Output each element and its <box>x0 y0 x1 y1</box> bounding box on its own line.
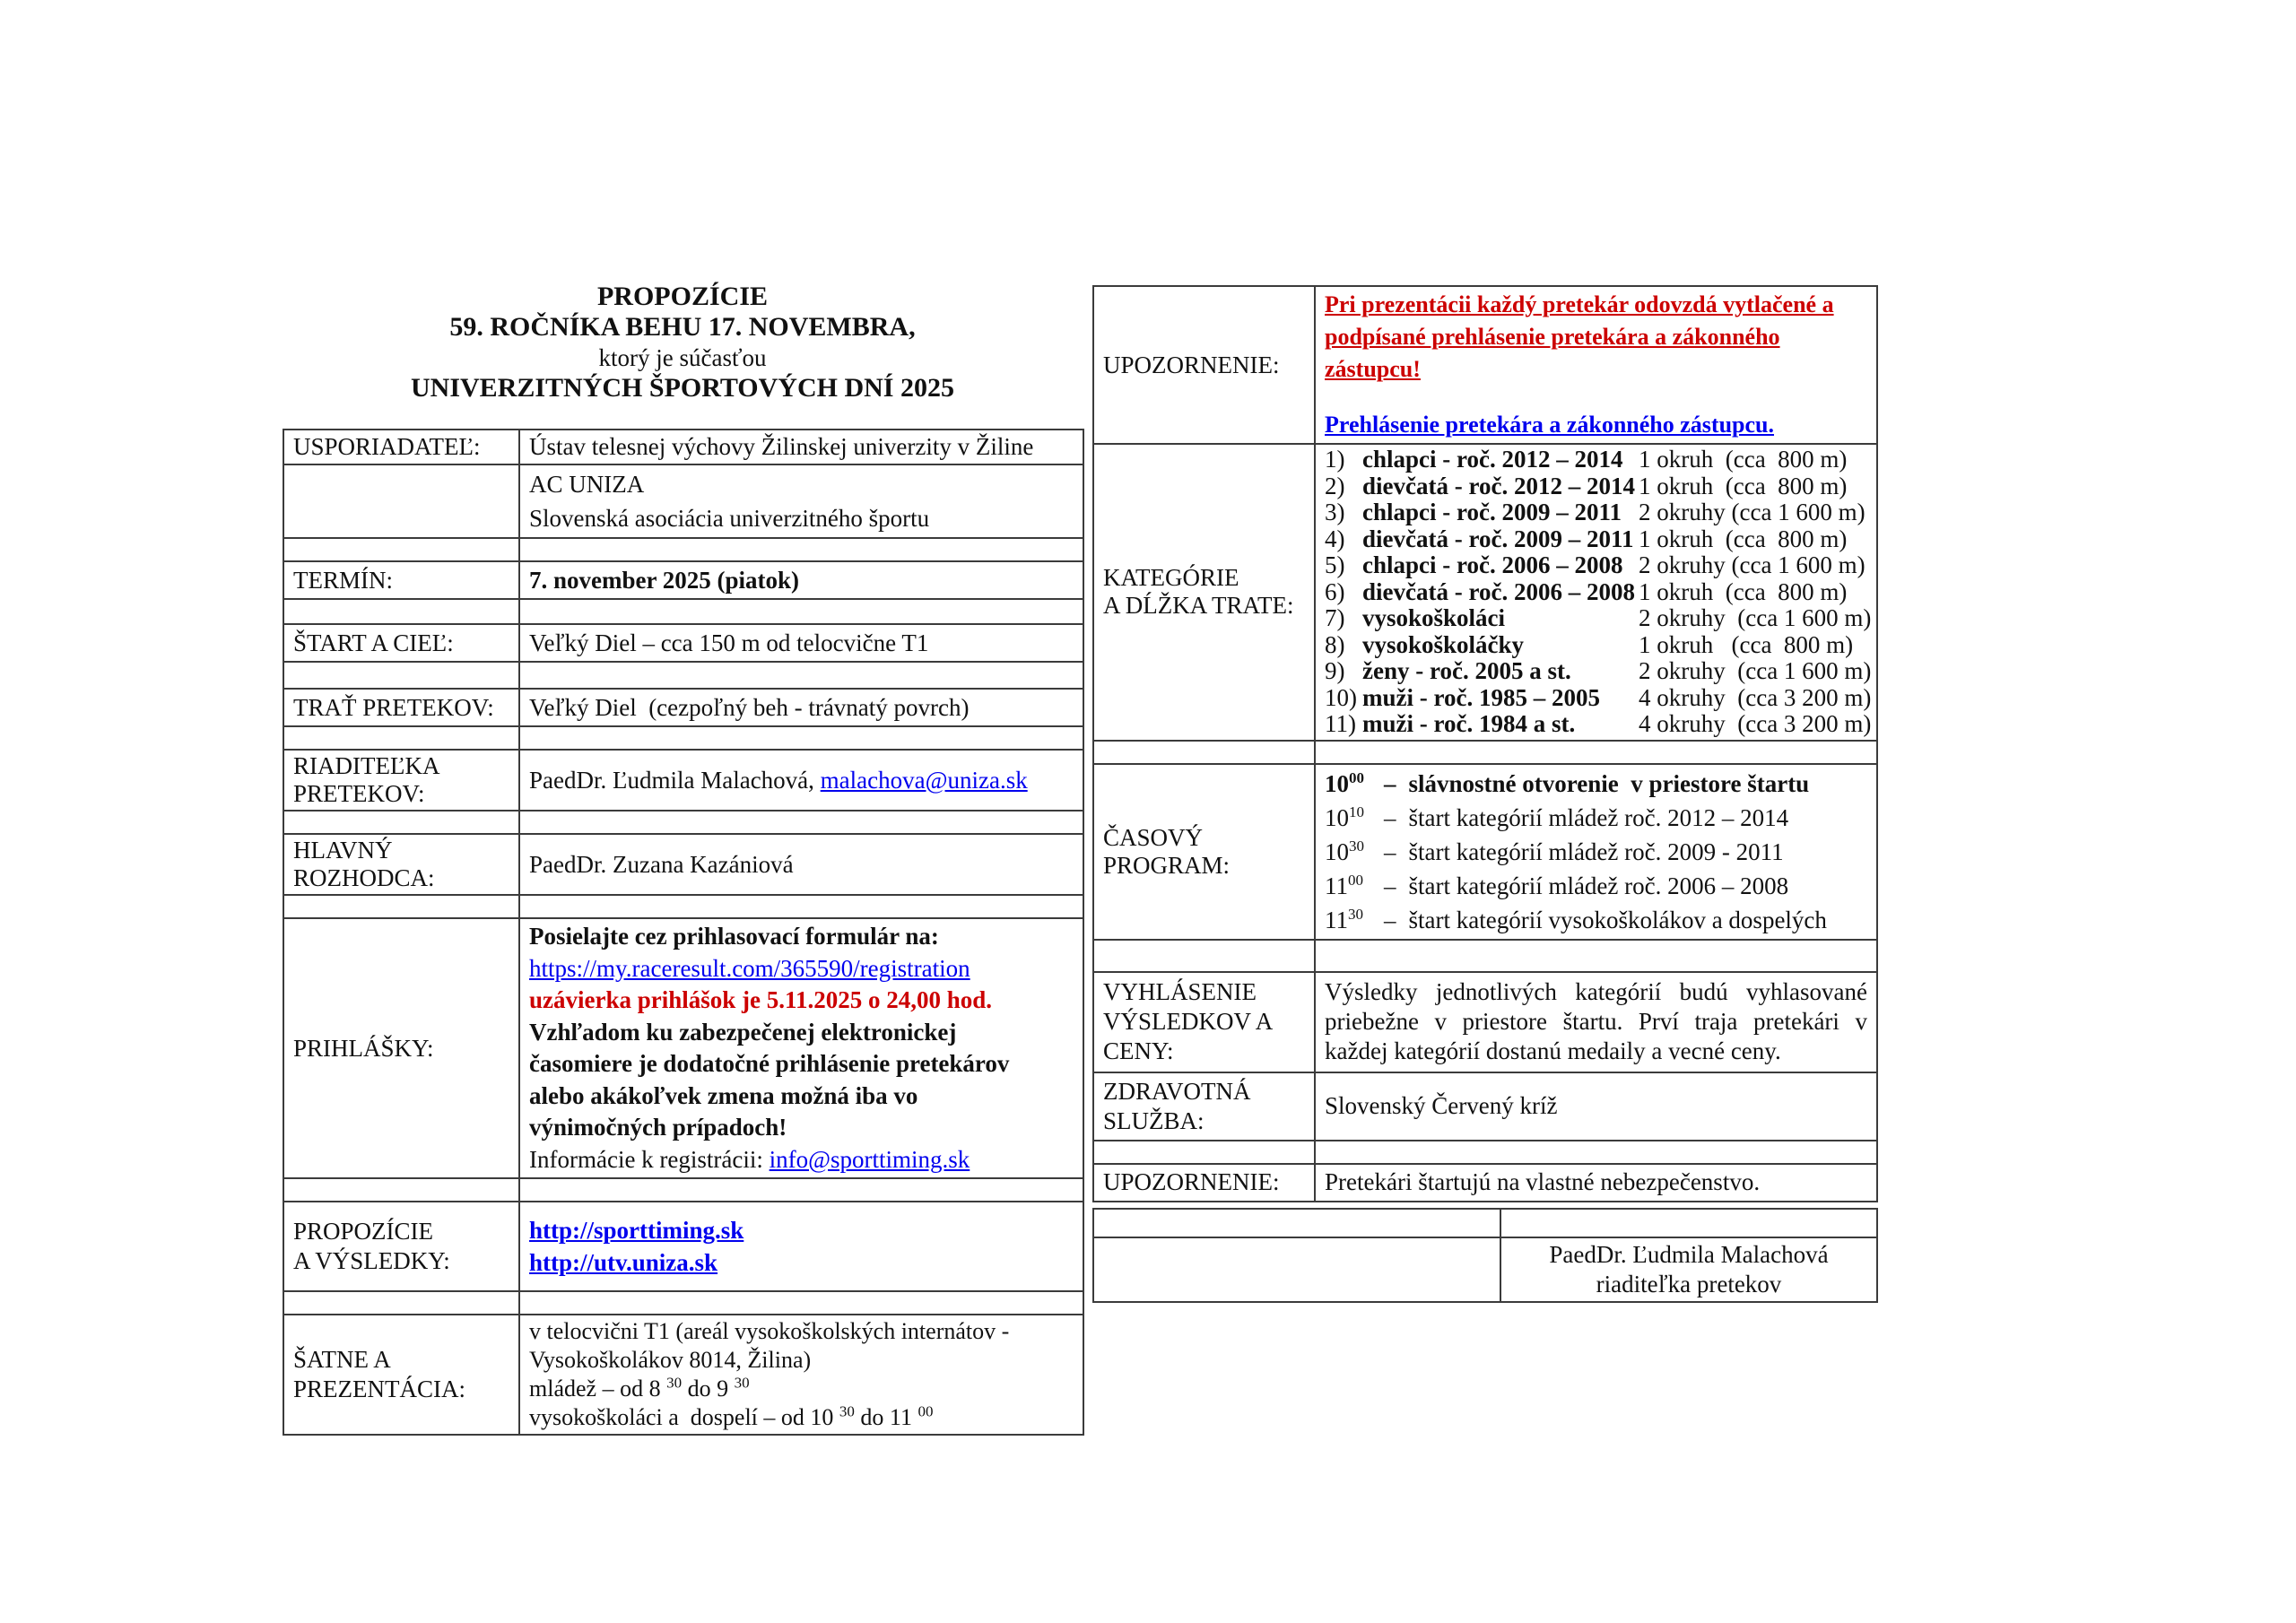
spacer-cell <box>1315 940 1877 972</box>
value-rozhodca: PaedDr. Zuzana Kazániová <box>519 834 1083 895</box>
value-prihlasky <box>519 918 1083 1178</box>
presentation-time-youth: mládež – od 8 $^{30}$ do 9 $^{30}$ <box>529 1374 750 1402</box>
director-email-link[interactable]: malachova@uniza.sk <box>820 766 1028 794</box>
value-kategorie <box>1315 444 1877 741</box>
category-item: 6) dievčatá - roč. 2006 – 2008 1 okruh (cca 800 m) <box>1325 577 1848 605</box>
spacer-cell <box>283 662 519 689</box>
category-item: 5) chlapci - roč. 2006 – 2008 2 okruhy (cca 1 600 m) <box>1325 551 1866 578</box>
program-item: $10^{30}$ – štart kategórií mládež roč. 2009 - 2011 <box>1325 837 1784 865</box>
signature-empty-cell <box>1093 1237 1500 1302</box>
value-upozornenie-2: Pretekári štartujú na vlastné nebezpečenstvo. <box>1315 1164 1877 1202</box>
left-table <box>283 429 1084 1436</box>
category-item: 10) muži - roč. 1985 – 2005 4 okruhy (cca 3 200 m) <box>1325 683 1872 711</box>
category-item: 11) muži - roč. 1984 a st. 4 okruhy (cca 3 200 m) <box>1325 710 1872 737</box>
value-start-ciel: Veľký Diel – cca 150 m od telocvične T1 <box>519 624 1083 662</box>
label-line: VÝSLEDKOV A <box>1103 1008 1274 1035</box>
document-title <box>283 282 1083 404</box>
category-item: 1) chlapci - roč. 2012 – 2014 1 okruh (cca 800 m) <box>1325 446 1848 473</box>
registration-note: alebo akákoľvek zmena možná iba vo <box>529 1081 918 1109</box>
label-termin: TERMÍN: <box>283 561 519 599</box>
spacer-cell <box>1500 1209 1877 1237</box>
label-rozhodca <box>283 834 519 895</box>
label-propozicie <box>283 1202 519 1291</box>
spacer-cell <box>519 726 1083 750</box>
label-line: SLUŽBA: <box>1103 1107 1205 1134</box>
category-item: 7) vysokoškoláci 2 okruhy (cca 1 600 m) <box>1325 604 1872 631</box>
registration-note: časomiere je dodatočné prihlásenie pretekárov <box>529 1050 1010 1077</box>
dressing-room-line: v telocvični T1 (areál vysokoškolských internátov - <box>529 1318 1010 1344</box>
registration-note: Vzhľadom ku zabezpečenej elektronickej <box>529 1018 957 1046</box>
category-item: 4) dievčatá - roč. 2009 – 2011 1 okruh (cca 800 m) <box>1325 525 1848 552</box>
category-item: 2) dievčatá - roč. 2012 – 2014 1 okruh (cca 800 m) <box>1325 472 1848 499</box>
label-line: PROPOZÍCIE <box>293 1218 434 1245</box>
spacer-cell <box>283 538 519 561</box>
registration-deadline: uzávierka prihlášok je 5.11.2025 o 24,00 hod. <box>529 986 993 1013</box>
label-usporiadatel: USPORIADATEĽ: <box>283 430 519 464</box>
right-column <box>1092 285 1876 1303</box>
registration-info-text: Informácie k registrácii: <box>529 1145 770 1173</box>
value-upozornenie-1 <box>1315 286 1877 444</box>
value-casovy-program <box>1315 764 1877 940</box>
spacer-cell <box>283 811 519 834</box>
value-trat: Veľký Diel (cezpoľný beh - trávnatý povrch) <box>519 689 1083 726</box>
label-line: CENY: <box>1103 1037 1174 1064</box>
registration-url-link[interactable]: https://my.raceresult.com/365590/registration <box>529 954 970 982</box>
declaration-link[interactable]: Prehlásenie pretekára a zákonného zástupcu. <box>1325 412 1774 438</box>
left-column <box>283 429 1083 1436</box>
title-line-4: UNIVERZITNÝCH ŠPORTOVÝCH DNÍ 2025 <box>411 373 954 403</box>
race-director-name: PaedDr. Ľudmila Malachová, <box>529 766 821 794</box>
value-termin: 7. november 2025 (piatok) <box>519 561 1083 599</box>
label-empty <box>283 464 519 538</box>
title-line-1: PROPOZÍCIE <box>596 282 769 311</box>
label-kategorie <box>1093 444 1315 741</box>
spacer-cell <box>283 1291 519 1315</box>
program-item: $10^{10}$ – štart kategórií mládež roč. 2012 – 2014 <box>1325 803 1789 831</box>
results-url-link-2[interactable]: http://utv.uniza.sk <box>529 1249 718 1276</box>
label-line: ZDRAVOTNÁ <box>1103 1077 1251 1105</box>
spacer-cell <box>519 811 1083 834</box>
label-line: PROGRAM: <box>1103 851 1231 879</box>
label-line: ČASOVÝ <box>1103 823 1204 851</box>
spacer-cell <box>519 895 1083 918</box>
label-prihlasky: PRIHLÁŠKY: <box>283 918 519 1178</box>
registration-intro: Posielajte cez prihlasovací formulár na: <box>529 923 939 950</box>
program-item: $11^{30}$ – štart kategórií vysokoškolákov a dospelých <box>1325 905 1827 933</box>
category-item: 8) vysokoškoláčky 1 okruh (cca 800 m) <box>1325 630 1854 658</box>
label-line: ROZHODCA: <box>293 864 435 891</box>
value-propozicie <box>519 1202 1083 1291</box>
label-line: VYHLÁSENIE <box>1103 978 1257 1005</box>
spacer-cell <box>519 1178 1083 1202</box>
program-item: $10^{00}$ – slávnostné otvorenie v priestore štartu <box>1325 768 1810 797</box>
signature-role: riaditeľka pretekov <box>1596 1270 1782 1298</box>
label-line: RIADITEĽKA <box>293 752 440 779</box>
label-riaditelka <box>283 750 519 811</box>
spacer-cell <box>1093 741 1315 764</box>
category-item: 9) ženy - roč. 2005 a st. 2 okruhy (cca 1 600 m) <box>1325 657 1872 684</box>
signature-name: PaedDr. Ľudmila Malachová <box>1549 1240 1829 1268</box>
signature-table <box>1092 1208 1878 1303</box>
label-casovy-program <box>1093 764 1315 940</box>
dressing-room-line: Vysokoškolákov 8014, Žilina) <box>529 1347 812 1373</box>
spacer-cell <box>519 538 1083 561</box>
spacer-cell <box>1093 1141 1315 1164</box>
label-line: KATEGÓRIE <box>1103 564 1239 592</box>
label-trat: TRAŤ PRETEKOV: <box>283 689 519 726</box>
title-line-2: 59. ROČNÍKA BEHU 17. NOVEMBRA, <box>449 312 916 342</box>
registration-note: výnimočných prípadoch! <box>529 1114 787 1141</box>
signature-block <box>1500 1237 1877 1302</box>
spacer-cell <box>519 1291 1083 1315</box>
spacer-cell <box>1093 940 1315 972</box>
spacer-cell <box>1093 1209 1500 1237</box>
spacer-cell <box>519 662 1083 689</box>
spacer-cell <box>519 599 1083 624</box>
spacer-cell <box>283 726 519 750</box>
label-upozornenie-1: UPOZORNENIE: <box>1093 286 1315 444</box>
program-item: $11^{00}$ – štart kategórií mládež roč. 2006 – 2008 <box>1325 871 1789 899</box>
blank-line <box>1325 386 1867 409</box>
title-line-3: ktorý je súčasťou <box>598 344 767 371</box>
category-item: 3) chlapci - roč. 2009 – 2011 2 okruhy (cca 1 600 m) <box>1325 499 1866 525</box>
value-vyhlasenie: Výsledky jednotlivých kategórií budú vyhlasované priebežne v priestore štartu. Prví traja pretekári v každej kategórií dostanú medaily a vecné ceny. <box>1315 972 1877 1072</box>
warning-red-line: Pri prezentácii každý pretekár odovzdá vytlačené a <box>1325 291 1834 317</box>
label-upozornenie-2: UPOZORNENIE: <box>1093 1164 1315 1202</box>
spacer-cell <box>283 1178 519 1202</box>
label-vyhlasenie <box>1093 972 1315 1072</box>
label-zdravotna <box>1093 1072 1315 1141</box>
spacer-cell <box>1315 1141 1877 1164</box>
spacer-cell <box>283 599 519 624</box>
value-satne <box>519 1315 1083 1435</box>
label-line: HLAVNÝ <box>293 837 393 864</box>
warning-red-line: zástupcu! <box>1325 356 1421 382</box>
organizer-line: AC UNIZA <box>529 471 645 498</box>
value-zdravotna: Slovenský Červený kríž <box>1315 1072 1877 1141</box>
value-riaditelka <box>519 750 1083 811</box>
results-url-link-1[interactable]: http://sporttiming.sk <box>529 1217 744 1244</box>
label-line: PREZENTÁCIA: <box>293 1376 465 1402</box>
label-line: A DĹŽKA TRATE: <box>1103 592 1294 620</box>
warning-red-line: podpísané prehlásenie pretekára a zákonného <box>1325 324 1780 350</box>
presentation-time-adults: vysokoškoláci a dospelí – od 10 $^{30}$ do 11 $^{00}$ <box>529 1402 934 1430</box>
registration-info-email-link[interactable]: info@sporttiming.sk <box>769 1145 970 1173</box>
label-line: A VÝSLEDKY: <box>293 1247 450 1274</box>
spacer-cell <box>1315 741 1877 764</box>
value-usporiadatel-2 <box>519 464 1083 538</box>
label-line: ŠATNE A <box>293 1346 391 1373</box>
spacer-cell <box>283 895 519 918</box>
right-table <box>1092 285 1878 1202</box>
label-satne <box>283 1315 519 1435</box>
label-start-ciel: ŠTART A CIEĽ: <box>283 624 519 662</box>
value-usporiadatel-1: Ústav telesnej výchovy Žilinskej univerzity v Žiline <box>519 430 1083 464</box>
label-line: PRETEKOV: <box>293 780 425 807</box>
organizer-line: Slovenská asociácia univerzitného športu <box>529 505 930 532</box>
